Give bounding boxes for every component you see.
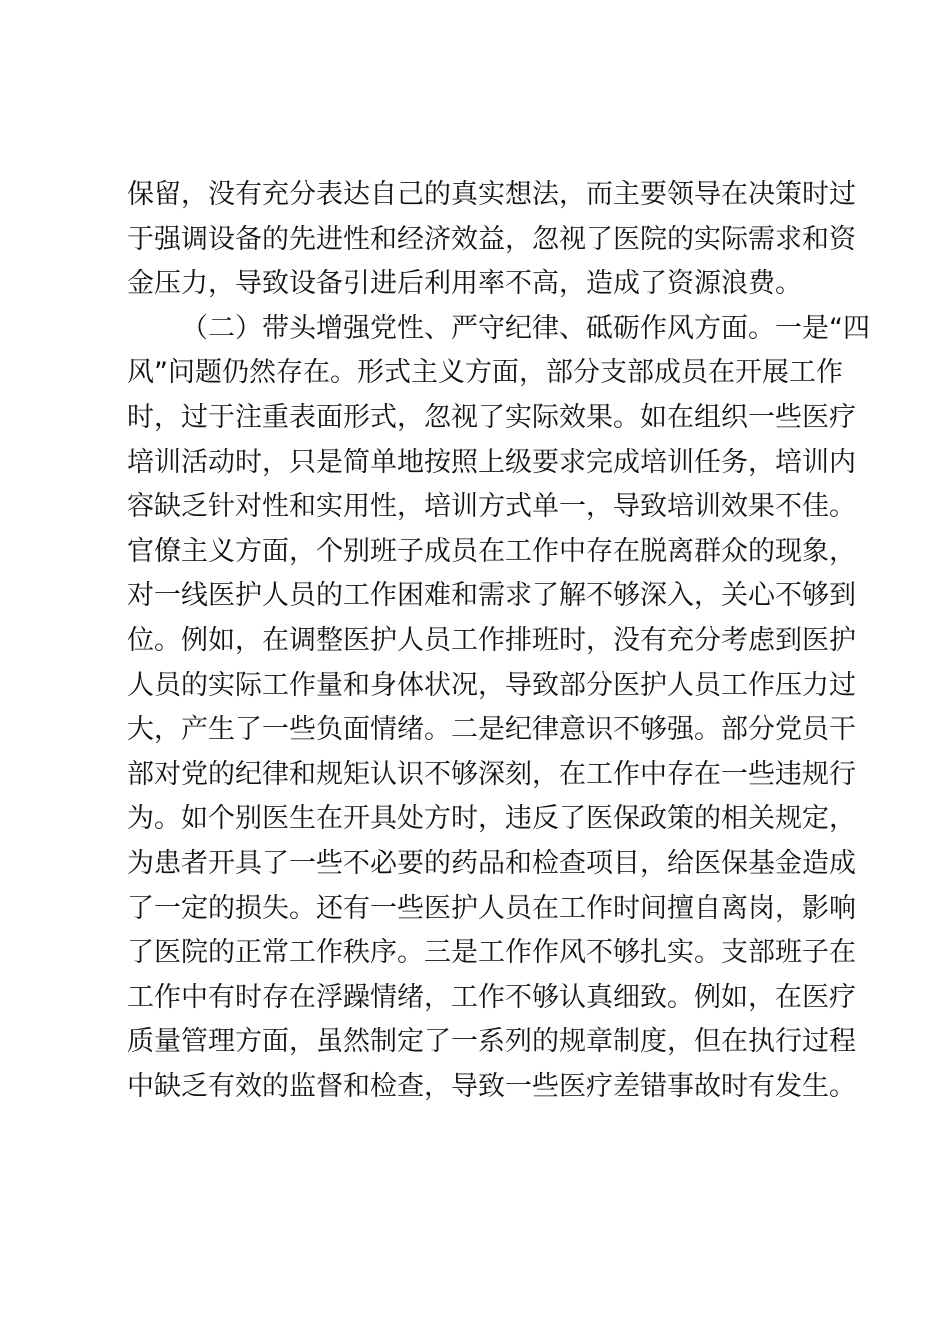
text-line: 部对党的纪律和规矩认识不够深刻，在工作中存在一些违规行 [127,758,856,790]
text-line: 位。例如，在调整医护人员工作排班时，没有充分考虑到医护 [127,624,856,656]
text-line: 容缺乏针对性和实用性，培训方式单一，导致培训效果不佳。 [127,491,856,523]
text-line: 为患者开具了一些不必要的药品和检查项目，给医保基金造成 [127,847,856,879]
text-line: 了医院的正常工作秩序。三是工作作风不够扎实。支部班子在 [127,937,856,969]
text-line: 培训活动时，只是简单地按照上级要求完成培训任务，培训内 [127,446,856,478]
text-line: 对一线医护人员的工作困难和需求了解不够深入，关心不够到 [127,580,856,612]
text-line: 大，产生了一些负面情绪。二是纪律意识不够强。部分党员干 [127,714,856,746]
text-line: 工作中有时存在浮躁情绪，工作不够认真细致。例如，在医疗 [127,981,856,1013]
text-line: 保留，没有充分表达自己的真实想法，而主要领导在决策时过 [127,179,856,210]
text-line: 官僚主义方面，个别班子成员在工作中存在脱离群众的现象， [127,535,856,567]
text-line: 人员的实际工作量和身体状况，导致部分医护人员工作压力过 [127,669,856,701]
text-line: 于强调设备的先进性和经济效益，忽视了医院的实际需求和资 [127,223,856,255]
text-line: 中缺乏有效的监督和检查，导致一些医疗差错事故时有发生。 [127,1070,856,1102]
text-line: 为。如个别医生在开具处方时，违反了医保政策的相关规定， [127,803,856,835]
text-line: 质量管理方面，虽然制定了一系列的规章制度，但在执行过程 [127,1026,856,1058]
section-heading-line: （二）带头增强党性、严守纪律、砥砺作风方面。一是“四 [181,312,870,344]
text-line: 了一定的损失。还有一些医护人员在工作时间擅自离岗，影响 [127,892,856,924]
text-line: 风”问题仍然存在。形式主义方面，部分支部成员在开展工作 [127,357,843,389]
text-line: 金压力，导致设备引进后利用率不高，造成了资源浪费。 [127,268,802,300]
text-line: 时，过于注重表面形式，忽视了实际效果。如在组织一些医疗 [127,401,856,433]
body-text [127,173,870,1109]
